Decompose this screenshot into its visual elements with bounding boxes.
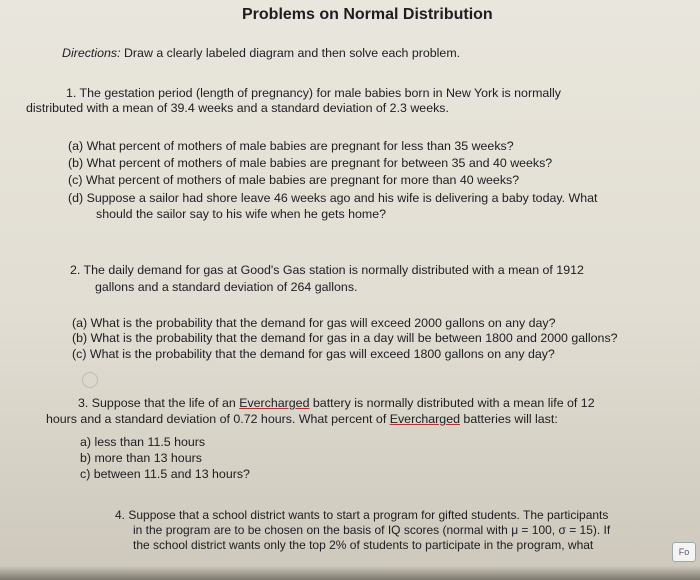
- problem-1-part-d-line-1: (d) Suppose a sailor had shore leave 46 weeks ago and his wife is delivering a baby today. What: [68, 191, 598, 205]
- problem-2-line-2: gallons and a standard deviation of 264 gallons.: [95, 280, 358, 294]
- stray-pencil-mark: [82, 372, 98, 388]
- problem-2-part-c: (c) What is the probability that the demand for gas will exceed 1800 gallons on any day?: [72, 347, 555, 361]
- problem-1-part-d-line-2: should the sailor say to his wife when he gets home?: [96, 207, 386, 221]
- problem-4-line-3: the school district wants only the top 2% of students to participate in the program, what: [133, 538, 594, 552]
- problem-2-line-1: 2. The daily demand for gas at Good's Gas station is normally distributed with a mean of 1912: [70, 263, 584, 277]
- problem-3-line-1-end: battery is normally distributed with a mean life of 12: [309, 396, 595, 410]
- corner-badge-icon[interactable]: Fo: [672, 542, 696, 562]
- problem-1-part-b: (b) What percent of mothers of male babies are pregnant for between 35 and 40 weeks?: [68, 156, 553, 170]
- directions-text: Draw a clearly labeled diagram and then solve each problem.: [123, 46, 461, 60]
- brand-name: Evercharged: [389, 412, 460, 426]
- problem-3-part-c: c) between 11.5 and 13 hours?: [80, 467, 250, 481]
- directions-label: Directions:: [62, 46, 121, 60]
- problem-2-part-b: (b) What is the probability that the demand for gas in a day will be between 1800 and 2000 gallons?: [72, 331, 618, 345]
- problem-3-line-2-end: batteries will last:: [459, 412, 558, 426]
- problem-1-line-2: distributed with a mean of 39.4 weeks and a standard deviation of 2.3 weeks.: [26, 101, 449, 115]
- problem-3-line-1: [78, 396, 595, 411]
- problem-3-line-2-start: hours and a standard deviation of 0.72 hours. What percent of: [46, 412, 390, 426]
- problem-4-line-1: 4. Suppose that a school district wants to start a program for gifted students. The participants: [115, 508, 609, 522]
- problem-3-line-2: [46, 412, 558, 427]
- brand-name: Evercharged: [239, 396, 310, 410]
- problem-1-part-a: (a) What percent of mothers of male babies are pregnant for less than 35 weeks?: [68, 139, 514, 153]
- problem-3-part-b: b) more than 13 hours: [80, 451, 202, 465]
- bottom-edge-shadow: [0, 566, 700, 580]
- problem-3-line-1-start: 3. Suppose that the life of an: [78, 396, 240, 410]
- problem-3-part-a: a) less than 11.5 hours: [80, 435, 206, 449]
- problem-1-part-c: (c) What percent of mothers of male babies are pregnant for more than 40 weeks?: [68, 173, 520, 187]
- problem-4-line-2: in the program are to be chosen on the basis of IQ scores (normal with μ = 100, σ = 15). If: [133, 523, 611, 537]
- problem-1-line-1: 1. The gestation period (length of pregnancy) for male babies born in New York is normally: [66, 86, 561, 100]
- problem-2-part-a: (a) What is the probability that the demand for gas will exceed 2000 gallons on any day?: [72, 316, 556, 330]
- directions: [62, 46, 460, 61]
- page-title: Problems on Normal Distribution: [242, 6, 493, 23]
